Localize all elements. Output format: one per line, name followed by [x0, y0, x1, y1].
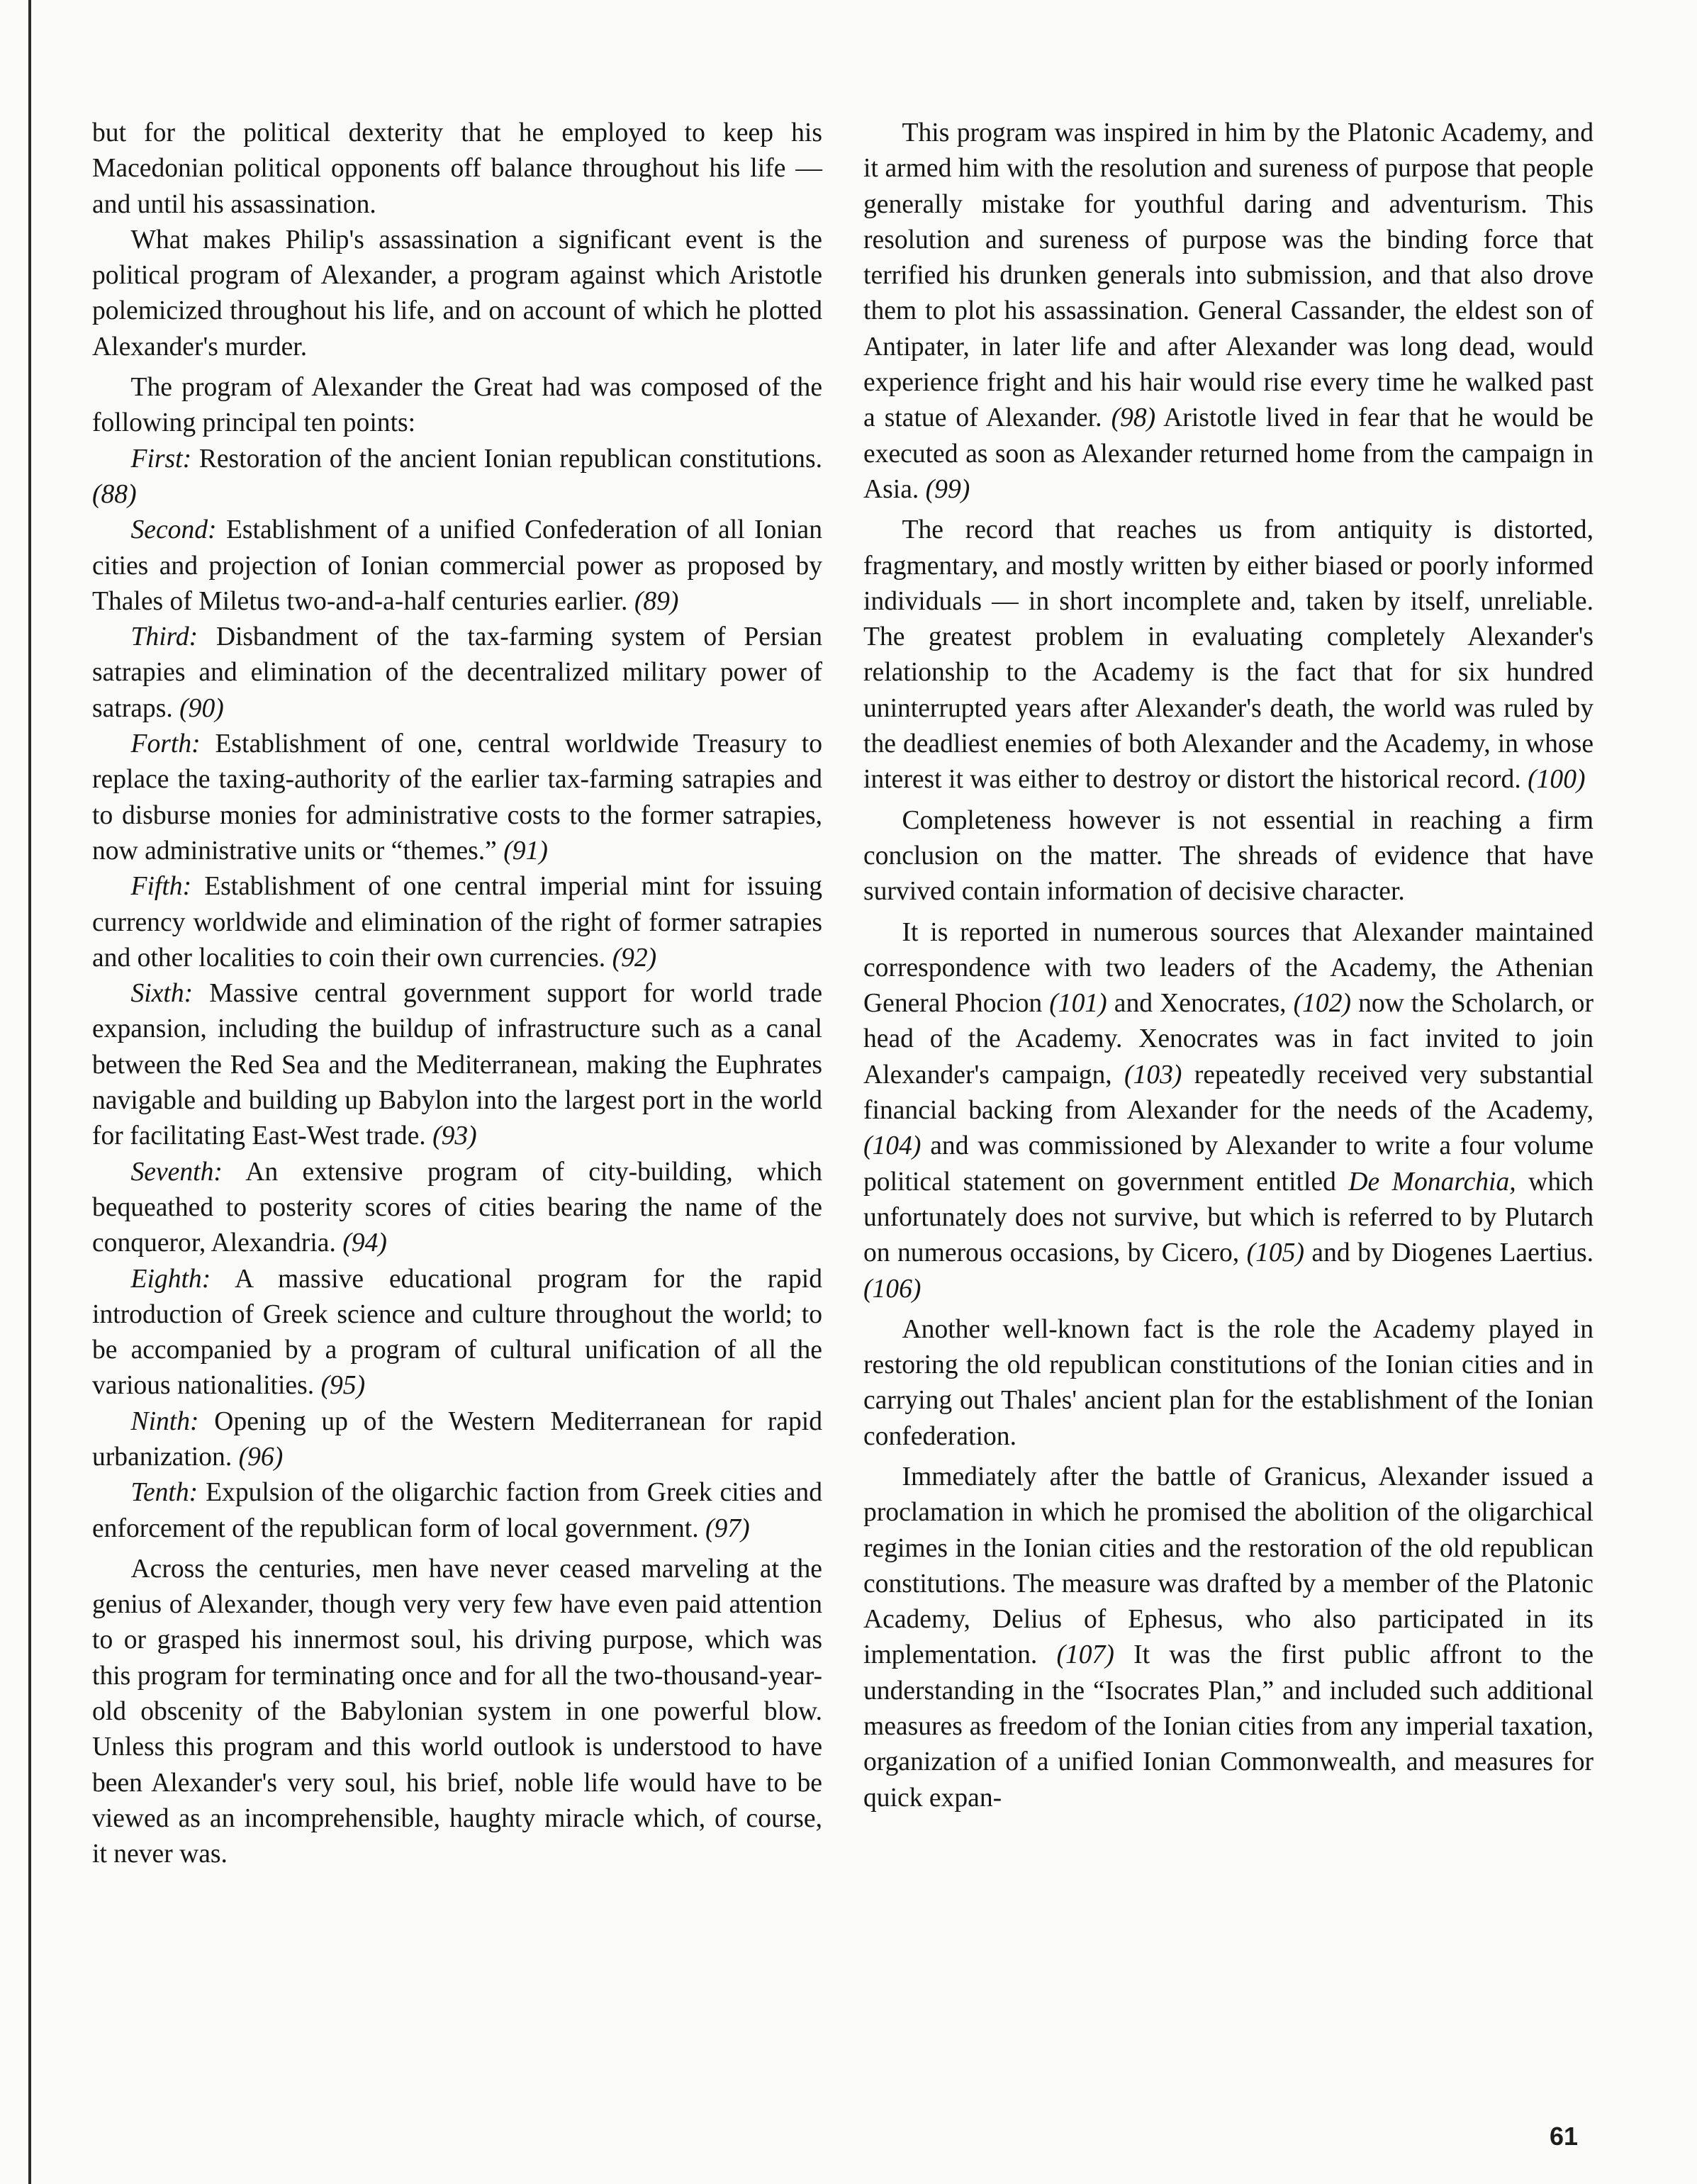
point-text: An extensive program of city-building, which bequeathed to posterity scores of cities bearing the name of the conqueror, Alexandria. [92, 1157, 822, 1258]
point-text: Establishment of a unified Confederation of all Ionian cities and projection of Ionian commercial power as proposed by Thales of Miletus two-and-a-half centuries earlier. [92, 515, 822, 616]
program-point [92, 1155, 822, 1262]
footnote-ref: (93) [432, 1121, 477, 1151]
text-run: Aristotle lived in fear that he would be executed as soon as Alexander returned home from the campaign in Asia. [863, 403, 1594, 504]
paragraph [92, 116, 822, 223]
italic-run: (99) [925, 474, 970, 504]
paragraph-text: Across the centuries, men have never ceased marveling at the genius of Alexander, though very very few have even paid attention to or grasped his innermost soul, his driving purpose, which was this program for terminating once and for all the two-thousand-year-old obscenity of the Babylonian system in one powerful blow. Unless this program and this world outlook is understood to have been Alexander's very soul, his brief, noble life would have to be viewed as an incomprehensible, haughty miracle which, of course, it never was. [92, 1554, 822, 1869]
text-run: The record that reaches us from antiquity is distorted, fragmentary, and mostly written by either biased or poorly informed individuals — in short incomplete and, taken by itself, unreliable. The greatest problem in evaluating completely Alexander's relationship to the Academy is the fact that for six hundred uninterrupted years after Alexander's death, the world was ruled by the deadliest enemies of both Alexander and the Academy, in whose interest it was either to destroy or distort the historical record. [863, 515, 1594, 795]
program-point [92, 1404, 822, 1476]
program-point [92, 727, 822, 869]
program-point [92, 513, 822, 620]
point-label: Forth: [130, 729, 201, 759]
point-text: A massive educational program for the rapid introduction of Greek science and culture throughout the world; to be accompanied by a program of cultural unification of all the various nationalities. [92, 1264, 822, 1401]
paragraph [863, 1460, 1594, 1816]
text-run: Another well-known fact is the role the Academy played in restoring the old republican constitutions of the Ionian cities and in carrying out Thales' ancient plan for the establishment of the Ionian confederation. [863, 1314, 1594, 1451]
italic-run: (101) [1049, 989, 1107, 1019]
footnote-ref: (94) [342, 1228, 387, 1258]
page-binding-line [28, 0, 31, 2184]
text-run: and was commissioned by Alexander to write a four volume political statement on government entitled [863, 1131, 1594, 1197]
program-point [92, 442, 822, 513]
point-text: Establishment of one, central worldwide Treasury to replace the taxing-authority of the earlier tax-farming satrapies and to disburse monies for administrative costs to the former satrapies, now administrative units or “themes.” [92, 729, 822, 866]
point-label: Second: [130, 515, 217, 545]
footnote-ref: (92) [612, 943, 657, 973]
text-run: repeatedly received very substantial financial backing from Alexander for the needs of the Academy, [863, 1060, 1594, 1126]
paragraph [863, 513, 1594, 797]
point-label: Eighth: [130, 1264, 211, 1294]
text-run: Immediately after the battle of Granicus, Alexander issued a proclamation in which he promised the abolition of the oligarchical regimes in the Ionian cities and the restoration of the old republican constitutions. The measure was drafted by a member of the Platonic Academy, Delius of Ephesus, who also participated in its implementation. [863, 1462, 1594, 1670]
text-run: and Xenocrates, [1107, 989, 1294, 1019]
footnote-ref: (89) [634, 586, 679, 616]
text-run: It is reported in numerous sources that Alexander maintained correspondence with two leaders of the Academy, the Athenian General Phocion [863, 917, 1594, 1019]
italic-run: (104) [863, 1131, 922, 1161]
text-run: Completeness however is not essential in reaching a firm conclusion on the matter. The shreads of evidence that have survived contain information of decisive character. [863, 805, 1594, 907]
paragraph-text: The program of Alexander the Great had was composed of the following principal ten points: [92, 373, 822, 438]
program-point [92, 976, 822, 1154]
text-run: and by Diogenes Laertius. [1304, 1238, 1594, 1268]
italic-run: (102) [1293, 989, 1352, 1019]
point-text: Establishment of one central imperial mint for issuing currency worldwide and elimination of the right of former satrapies and other localities to coin their own currencies. [92, 872, 822, 973]
footnote-ref: (95) [320, 1371, 366, 1401]
footnote-ref: (88) [92, 479, 137, 509]
paragraph [92, 1552, 822, 1873]
point-text: Disbandment of the tax-farming system of Persian satrapies and elimination of the decentralized military power of satraps. [92, 622, 822, 723]
program-point [92, 1262, 822, 1404]
italic-run: (107) [1056, 1640, 1114, 1670]
italic-run: De Monarchia, [1348, 1167, 1516, 1197]
italic-run: (103) [1124, 1060, 1182, 1090]
paragraph-text: but for the political dexterity that he employed to keep his Macedonian political opponents off balance throughout his life — and until his assassination. [92, 118, 822, 219]
paragraph [92, 370, 822, 442]
point-text: Restoration of the ancient Ionian republican constitutions. [191, 444, 822, 474]
point-label: Fifth: [130, 872, 192, 902]
point-label: Sixth: [130, 979, 194, 1009]
footnote-ref: (97) [705, 1513, 750, 1543]
italic-run: (100) [1528, 765, 1586, 795]
left-text-column [92, 116, 822, 1873]
italic-run: (98) [1111, 403, 1156, 433]
italic-run: (105) [1246, 1238, 1304, 1268]
footnote-ref: (91) [503, 836, 548, 866]
point-label: Ninth: [130, 1406, 199, 1436]
point-label: Third: [130, 622, 198, 652]
paragraph-text: What makes Philip's assassination a significant event is the political program of Alexander, a program against which Aristotle polemicized throughout his life, and on account of which he plotted Alexander's murder. [92, 225, 822, 362]
text-run: now the Scholarch, or head of the Academy. Xenocrates was in fact invited to join Alexander's campaign, [863, 989, 1594, 1090]
paragraph [92, 223, 822, 365]
program-point [92, 1475, 822, 1547]
italic-run: (106) [863, 1274, 922, 1304]
text-run: This program was inspired in him by the Platonic Academy, and it armed him with the resolution and sureness of purpose that people generally mistake for youthful daring and adventurism. This resolution and sureness of purpose was the binding force that terrified his drunken generals into submission, and that also drove them to plot his assassination. General Cassander, the eldest son of Antipater, in later life and after Alexander was long dead, would experience fright and his hair would rise every time he walked past a statue of Alexander. [863, 118, 1594, 433]
point-text: Opening up of the Western Mediterranean for rapid urbanization. [92, 1406, 822, 1472]
point-label: Tenth: [130, 1478, 198, 1508]
footnote-ref: (90) [179, 693, 224, 723]
page-number: 61 [1550, 2122, 1579, 2151]
paragraph [863, 1312, 1594, 1455]
point-label: First: [130, 444, 192, 474]
paragraph [863, 803, 1594, 910]
paragraph [863, 116, 1594, 508]
program-point [92, 620, 822, 727]
text-run: It was the first public affront to the understanding in the “Isocrates Plan,” and included such additional measures as freedom of the Ionian cities from any imperial taxation, organization of a unified Ionian Commonwealth, and measures for quick expan- [863, 1640, 1594, 1813]
footnote-ref: (96) [238, 1442, 284, 1472]
point-text: Massive central government support for world trade expansion, including the buildup of infrastructure such as a canal between the Red Sea and the Mediterranean, making the Euphrates navigable and building up Babylon into the largest port in the world for facilitating East-West trade. [92, 979, 822, 1151]
program-point [92, 869, 822, 976]
point-label: Seventh: [130, 1157, 223, 1187]
point-text: Expulsion of the oligarchic faction from Greek cities and enforcement of the republican form of local government. [92, 1478, 822, 1543]
text-run: which unfortunately does not survive, but which is referred to by Plutarch on numerous occasions, by Cicero, [863, 1167, 1594, 1268]
paragraph [863, 915, 1594, 1307]
right-text-column [863, 116, 1594, 1816]
